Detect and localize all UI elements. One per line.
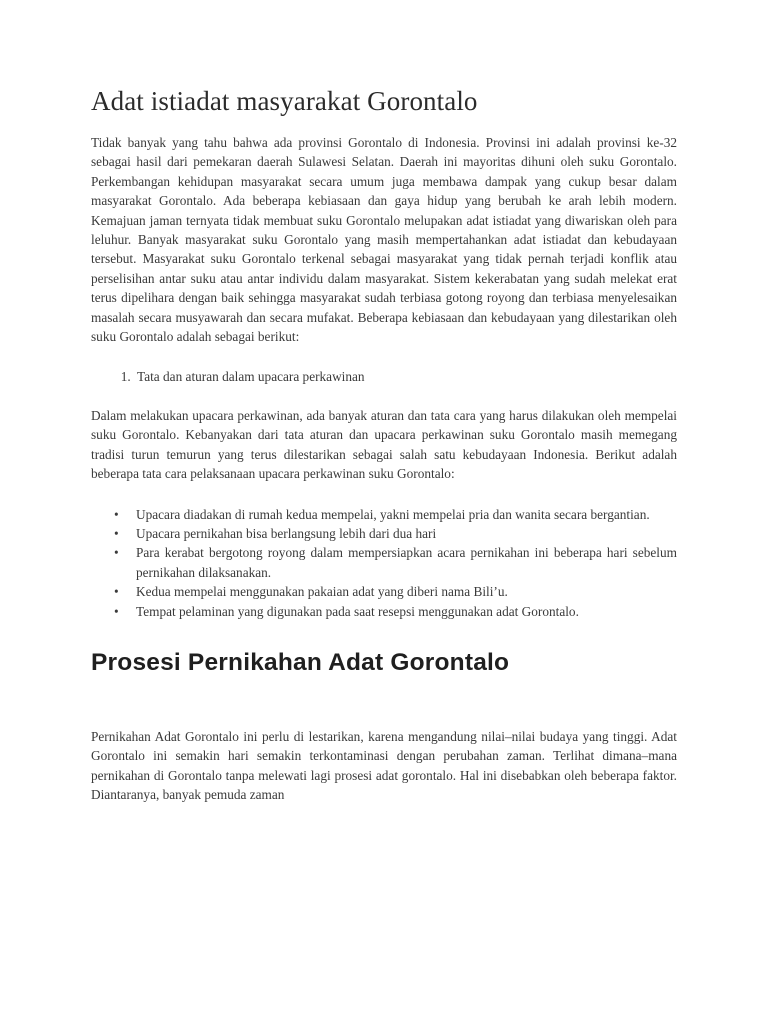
document-content: [91, 84, 677, 805]
bullet-icon: •: [114, 545, 119, 561]
numbered-list-item: 1. Tata dan aturan dalam upacara perkawinan: [134, 367, 677, 386]
bullet-icon: •: [114, 584, 119, 600]
bullet-text: Para kerabat bergotong royong dalam mempersiapkan acara pernikahan ini beberapa hari sebelum pernikahan dilaksanakan.: [136, 545, 677, 580]
bullet-list-item: [114, 582, 677, 601]
bullet-list-item: [114, 543, 677, 582]
page-title: Adat istiadat masyarakat Gorontalo: [91, 86, 478, 116]
intro-paragraph: Tidak banyak yang tahu bahwa ada provinsi Gorontalo di Indonesia. Provinsi ini adalah provinsi ke-32 sebagai hasil dari pemekaran daerah Sulawesi Selatan. Daerah ini mayoritas dihuni oleh suku Gorontalo. Perkembangan kehidupan masyarakat secara umum juga membawa dampak yang cukup besar dalam masyarakat Gorontalo. Ada beberapa kebiasaan dan gaya hidup yang berubah ke arah lebih modern. Kemajuan jaman ternyata tidak membuat suku Gorontalo melupakan adat istiadat yang diwariskan oleh para leluhur. Banyak masyarakat suku Gorontalo yang masih mempertahankan adat istiadat dan kebudayaan tersebut. Masyarakat suku Gorontalo terkenal sebagai masyarakat yang tidak pernah terjadi konflik atau perselisihan antar suku atau antar individu dalam masyarakat. Sistem kekerabatan yang sudah melekat erat terus dipelihara dengan baik sehingga masyarakat sudah terbiasa gotong royong dan terbiasa menyelesaikan masalah secara musyawarah dan secara mufakat. Beberapa kebiasaan dan kebudayaan yang dilestarikan oleh suku Gorontalo adalah sebagai berikut:: [91, 135, 677, 345]
section-heading: Prosesi Pernikahan Adat Gorontalo: [91, 648, 510, 676]
bullet-icon: •: [114, 603, 119, 619]
bullet-list-item: [114, 602, 677, 621]
bullet-list-item: [114, 505, 677, 524]
bullet-text: Tempat pelaminan yang digunakan pada saat resepsi menggunakan adat Gorontalo.: [136, 603, 579, 619]
bullet-icon: •: [114, 506, 119, 522]
bullet-text: Upacara pernikahan bisa berlangsung lebih dari dua hari: [136, 525, 437, 541]
bullet-text: Upacara diadakan di rumah kedua mempelai, yakni mempelai pria dan wanita secara bergantian.: [136, 506, 650, 522]
bullet-icon: •: [114, 525, 119, 541]
bullet-list-item: [114, 524, 677, 543]
numbered-list: [91, 367, 677, 386]
closing-paragraph: Pernikahan Adat Gorontalo ini perlu di lestarikan, karena mengandung nilai–nilai budaya yang tinggi. Adat Gorontalo ini semakin hari semakin terkontaminasi dengan perubahan zaman. Terlihat dimana–mana pernikahan di Gorontalo tanpa melewati lagi prosesi adat gorontalo. Hal ini disebabkan oleh beberapa faktor. Diantaranya, banyak pemuda zaman: [91, 728, 677, 803]
bullet-list: [91, 505, 677, 621]
bullet-text: Kedua mempelai menggunakan pakaian adat yang diberi nama Bili’u.: [136, 584, 508, 600]
wedding-paragraph: Dalam melakukan upacara perkawinan, ada banyak aturan dan tata cara yang harus dilakukan oleh mempelai suku Gorontalo. Kebanyakan dari tata aturan dan upacara perkawinan suku Gorontalo masih memegang tradisi turun temurun yang terus dilestarikan sebagai salah satu kebudayaan Indonesia. Berikut adalah beberapa tata cara pelaksanaan upacara perkawinan suku Gorontalo:: [91, 407, 677, 482]
